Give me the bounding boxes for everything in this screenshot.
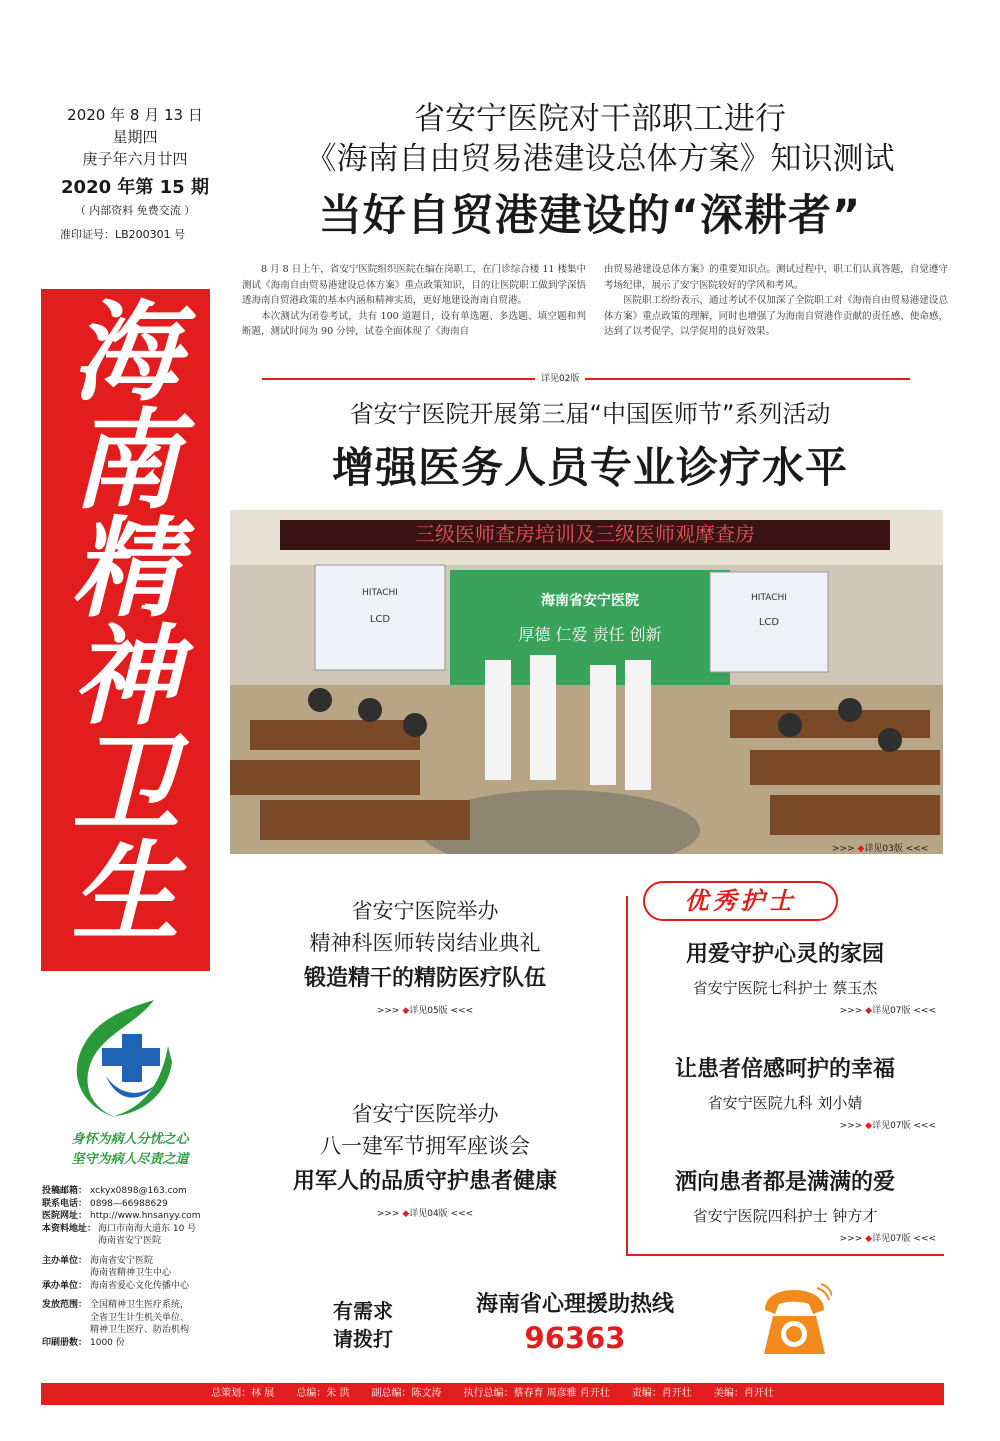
lead-kicker-line1: 省安宁医院对干部职工进行	[414, 101, 786, 137]
credit-item: 总编：朱 洪	[296, 1388, 350, 1399]
distribution-value: 精神卫生医疗、防治机构	[90, 1325, 190, 1335]
story-kicker: 省安宁医院举办	[351, 1102, 499, 1126]
diamond-icon: ◆	[402, 1006, 410, 1016]
see-page-label: 详见05版	[409, 1006, 448, 1016]
info-key: 发放范围：	[42, 1300, 88, 1310]
distribution-value: 全国精神卫生医疗系统，	[90, 1300, 190, 1310]
date-block	[40, 104, 230, 246]
nurse-title: 用爱守护心灵的家园	[685, 942, 884, 967]
credit-item: 美编：肖开壮	[713, 1388, 774, 1399]
nurses-badge: 优秀护士	[643, 881, 838, 921]
credits-bar	[41, 1383, 944, 1405]
host-value: 海南省精神卫生中心	[90, 1268, 172, 1278]
distribution-value: 全省卫生计生机关单位、	[90, 1312, 190, 1323]
see-page-link[interactable]: >>> ◆详见07版 <<<	[839, 1006, 936, 1016]
credit-item: 副总编：陈文涛	[371, 1388, 442, 1399]
second-headline: 增强医务人员专业诊疗水平	[331, 443, 848, 492]
masthead-char: 神	[71, 614, 180, 740]
diamond-icon: ◆	[402, 1209, 410, 1219]
masthead-char: 海	[71, 290, 180, 416]
host-value: 海南省安宁医院	[90, 1255, 154, 1266]
address-value: 海南省安宁医院	[98, 1236, 162, 1246]
see-page-label: 详见07版	[872, 1234, 911, 1244]
see-page-label: 详见07版	[872, 1121, 911, 1131]
credit-item: 总策划：林 展	[211, 1388, 275, 1399]
body-paragraph: 8 月 8 日上午，省安宁医院组织医院在编在岗职工，在门诊综合楼 11 楼集中测试《海南自由贸易港建设总体方案》重点政策知识，目的让医院职工做到学深悟透海南自贸港政策的基本内涵和精神实质，更好地建设海南自贸港。	[242, 264, 586, 306]
info-key: 本资料地址：	[42, 1223, 97, 1234]
projector-text: HITACHI	[362, 588, 398, 598]
organizer-value: 海南省爱心文化传播中心	[90, 1280, 190, 1291]
nurse-title: 洒向患者都是满满的爱	[674, 1170, 895, 1195]
info-key: 联系电话：	[42, 1198, 88, 1209]
masthead-char: 生	[71, 830, 180, 956]
hotline-name: 海南省心理援助热线	[475, 1292, 674, 1317]
weekday: 星期四	[112, 128, 158, 146]
issue-date: 2020 年 8 月 13 日	[67, 106, 203, 124]
see-page-label: 详见07版	[872, 1006, 911, 1016]
diamond-icon: ◆	[865, 1234, 873, 1244]
wall-logo-text: 海南省安宁医院	[541, 593, 639, 609]
see-page-link[interactable]: >>> ◆详见07版 <<<	[839, 1234, 936, 1244]
slogan-line: 身怀为病人分忧之心	[71, 1132, 189, 1147]
credit-item: 执行总编：蔡春育 周彦雅 肖开壮	[463, 1388, 610, 1399]
see-page-label: 详见04版	[409, 1209, 448, 1219]
see-page-link[interactable]: >>> ◆详见07版 <<<	[839, 1121, 936, 1131]
see-page-link[interactable]: >>> ◆详见04版 <<<	[376, 1209, 474, 1219]
telephone-icon	[757, 1282, 832, 1362]
story-kicker: 精神科医师转岗结业典礼	[309, 931, 541, 955]
nurse-item	[630, 940, 940, 1016]
info-key: 印刷册数：	[42, 1337, 88, 1348]
info-key: 投稿邮箱：	[42, 1186, 88, 1196]
second-kicker: 省安宁医院开展第三届“中国医师节”系列活动	[349, 400, 831, 428]
credit-item: 责编：肖开壮	[631, 1388, 692, 1399]
print-qty-value: 1000 份	[90, 1337, 125, 1348]
nurse-author: 省安宁医院七科护士 蔡玉杰	[692, 979, 878, 997]
info-key: 医院网址：	[42, 1211, 88, 1221]
lead-body	[242, 262, 948, 340]
diamond-icon: ◆	[857, 844, 865, 854]
slogan	[40, 1130, 220, 1170]
masthead-char: 南	[71, 398, 180, 524]
hotline-prompt	[318, 1297, 408, 1353]
address-value: 海口市南海大道东 10 号	[98, 1223, 197, 1234]
hotline-prompt-line: 有需求	[333, 1299, 393, 1323]
diamond-icon: ◆	[865, 1006, 873, 1016]
email-value: xckyx0898@163.com	[90, 1186, 187, 1196]
lunar-date: 庚子年六月廿四	[82, 150, 188, 168]
nurse-author: 省安宁医院九科 刘小婧	[707, 1094, 863, 1112]
diamond-icon: ◆	[865, 1121, 873, 1131]
event-photo	[230, 510, 943, 854]
hospital-logo-icon	[58, 990, 178, 1130]
nurse-title: 让患者倍感呵护的幸福	[674, 1057, 895, 1082]
story-headline: 用军人的品质守护患者健康	[292, 1169, 557, 1194]
banner-text: 三级医师查房培训及三级医师观摩查房	[415, 522, 755, 546]
story-headline: 锻造精干的精防医疗队伍	[303, 966, 546, 991]
website-value: http://www.hnsanyy.com	[90, 1211, 201, 1221]
story-training	[230, 895, 620, 1016]
screen-label: LCD	[369, 614, 391, 625]
info-key: 主办单位：	[42, 1255, 88, 1266]
nurse-author: 省安宁医院四科护士 钟方才	[692, 1207, 878, 1225]
contact-info	[42, 1185, 242, 1349]
see-page-link[interactable]: >>> ◆详见05版 <<<	[376, 1006, 474, 1016]
nurse-item	[630, 1168, 940, 1244]
see-page-link[interactable]: 详见02版	[535, 371, 585, 384]
info-key: 承办单位：	[42, 1280, 88, 1291]
story-kicker: 省安宁医院举办	[351, 899, 499, 923]
story-army	[230, 1098, 620, 1219]
hotline-prompt-line: 请拨打	[333, 1327, 393, 1351]
issue-number: 2020 年第 15 期	[61, 177, 209, 198]
body-paragraph: 由贸易港建设总体方案》的重要知识点。测试过程中，职工们认真答题，自觉遵守考场纪律，展示了安宁医院较好的学风和考风。	[604, 264, 948, 291]
masthead-char: 精	[71, 506, 180, 632]
distribution-note: （ 内部资料 免费交流 ）	[74, 204, 196, 217]
body-paragraph: 本次测试为闭卷考试，共有 100 道题目，设有单选题、多选题、填空题和判断题，测试时间为 90 分钟，试卷全面体现了《海南自	[242, 310, 586, 337]
lead-kicker-line2: 《海南自由贸易港建设总体方案》知识测试	[305, 141, 895, 177]
story-kicker: 八一建军节拥军座谈会	[320, 1134, 530, 1158]
phone-value: 0898—66988629	[90, 1198, 168, 1209]
hotline-number[interactable]: 96363	[524, 1321, 626, 1355]
nurse-item	[630, 1055, 940, 1131]
body-paragraph: 医院职工纷纷表示，通过考试不仅加深了全院职工对《海南自由贸易港建设总体方案》重点政策的理解，同时也增强了为海南自贸港作贡献的责任感、使命感，达到了以考促学，以学促用的良好效果。	[604, 295, 948, 337]
wall-motto: 厚德 仁爱 责任 创新	[518, 625, 662, 644]
screen-label: LCD	[758, 617, 780, 628]
see-page-link[interactable]: >>> ◆详见03版 <<<	[832, 844, 929, 854]
see-page-label: 详见03版	[864, 844, 903, 854]
masthead-title	[41, 289, 210, 971]
slogan-line: 坚守为病人尽责之道	[71, 1152, 189, 1167]
projector-text: HITACHI	[751, 593, 787, 603]
permit-number: 准印证号：LB200301 号	[60, 228, 186, 241]
section-divider	[262, 378, 910, 380]
lead-headline: 当好自贸港建设的“深耕者”	[318, 191, 862, 241]
masthead-char: 卫	[71, 722, 180, 848]
